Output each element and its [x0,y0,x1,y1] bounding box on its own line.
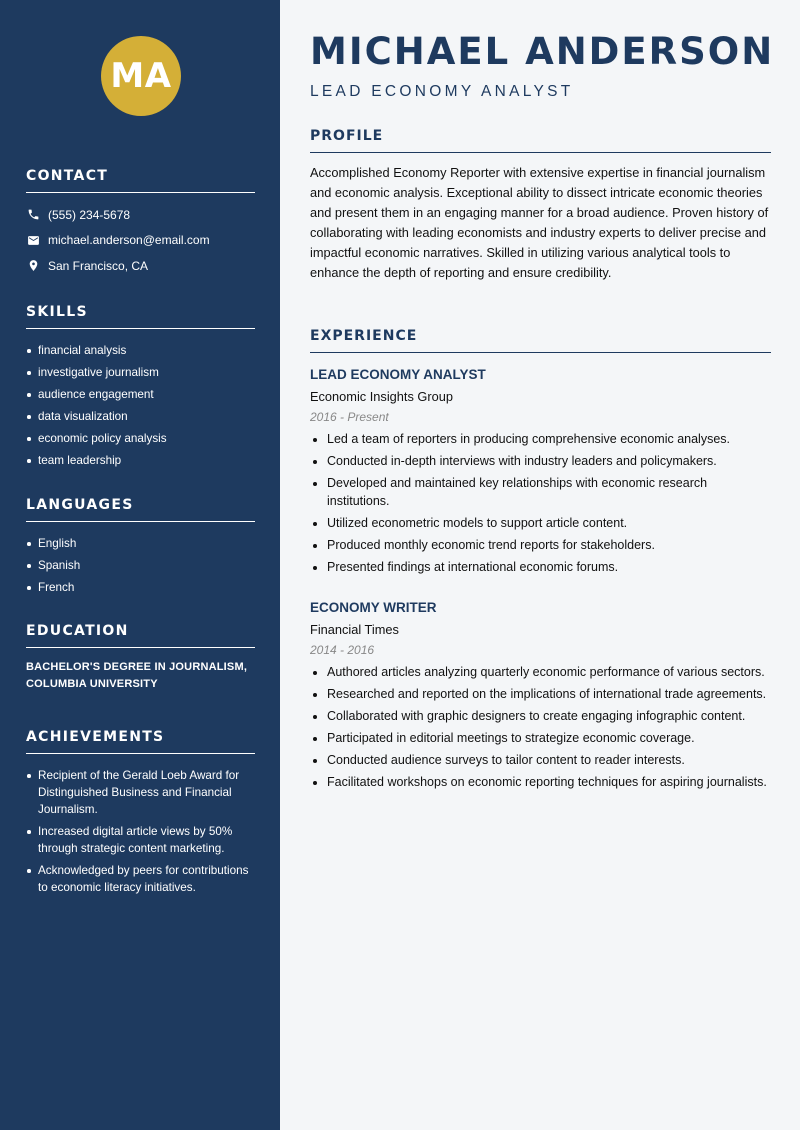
skill-item: data visualization [26,408,255,425]
profile-heading: PROFILE [310,128,771,153]
achievements-list [26,767,255,896]
languages-section [26,497,255,601]
language-item: English [26,535,255,552]
job-bullet: Developed and maintained key relationships with economic research institutions. [310,475,771,510]
skills-heading: SKILLS [26,304,255,329]
contact-location-text: San Francisco, CA [48,258,149,273]
contact-section [26,168,255,274]
contact-email [26,232,255,249]
languages-list [26,535,255,596]
email-icon [26,233,40,247]
job-bullet: Presented findings at international economic forums. [310,559,771,577]
contact-list [26,206,255,274]
skills-section [26,304,255,474]
contact-location [26,257,255,274]
experience-heading: EXPERIENCE [310,328,771,353]
skill-item: economic policy analysis [26,430,255,447]
job-bullets [310,664,771,792]
experience-section [310,328,771,353]
skill-item: audience engagement [26,386,255,403]
profile-text: Accomplished Economy Reporter with extensive expertise in financial journalism and economic analysis. Exceptional ability to dissect intricate economic theories and present them in an engaging manner for a broad audience. Proven history of collaborating with leading economists and industry experts to deliver precise and impactful economic narratives. Skilled in utilizing various analytical tools to enhance the depth of reporting and ensure credibility. [310,165,769,280]
achievement-item: Increased digital article views by 50% through strategic content marketing. [26,823,255,857]
language-item: French [26,579,255,596]
job-company: Economic Insights Group [310,389,453,404]
job-bullet: Utilized econometric models to support article content. [310,515,771,533]
job-bullet: Authored articles analyzing quarterly economic performance of various sectors. [310,664,771,682]
achievements-section [26,729,255,901]
job-bullet: Produced monthly economic trend reports for stakeholders. [310,537,771,555]
location-icon [26,259,40,273]
phone-icon [26,208,40,222]
avatar-initials: MA [110,56,172,96]
skills-list [26,342,255,469]
language-item: Spanish [26,557,255,574]
job-entry [310,366,771,581]
contact-phone [26,206,255,223]
skill-item: investigative journalism [26,364,255,381]
job-dates: 2014 - 2016 [310,643,375,657]
job-bullet: Led a team of reporters in producing comprehensive economic analyses. [310,431,771,449]
job-bullet: Facilitated workshops on economic reporting techniques for aspiring journalists. [310,774,771,792]
contact-email-text: michael.anderson@email.com [48,233,210,247]
achievements-heading: ACHIEVEMENTS [26,729,255,754]
job-bullet: Researched and reported on the implications of international trade agreements. [310,686,771,704]
profile-section [310,128,771,283]
job-bullet: Collaborated with graphic designers to create engaging infographic content. [310,708,771,726]
job-bullet: Participated in editorial meetings to strategize economic coverage. [310,730,771,748]
education-heading: EDUCATION [26,623,255,648]
achievement-item: Acknowledged by peers for contributions to economic literacy initiatives. [26,862,255,896]
person-name: MICHAEL ANDERSON [310,30,775,73]
person-title: LEAD ECONOMY ANALYST [310,83,574,100]
skill-item: team leadership [26,452,255,469]
education-degree: BACHELOR'S DEGREE IN JOURNALISM, COLUMBIA UNIVERSITY [26,661,248,690]
sidebar [0,0,280,1130]
achievement-item: Recipient of the Gerald Loeb Award for Distinguished Business and Financial Journalism. [26,767,255,818]
job-entry [310,599,771,797]
skill-item: financial analysis [26,342,255,359]
job-title: LEAD ECONOMY ANALYST [310,367,486,382]
contact-heading: CONTACT [26,168,255,193]
job-bullets [310,431,771,576]
education-section [26,623,255,693]
job-bullet: Conducted audience surveys to tailor content to reader interests. [310,752,771,770]
job-title: ECONOMY WRITER [310,600,437,615]
avatar [101,36,181,116]
job-bullet: Conducted in-depth interviews with industry leaders and policymakers. [310,453,771,471]
job-dates: 2016 - Present [310,410,389,424]
languages-heading: LANGUAGES [26,497,255,522]
job-company: Financial Times [310,622,399,637]
contact-phone-text: (555) 234-5678 [48,207,131,222]
